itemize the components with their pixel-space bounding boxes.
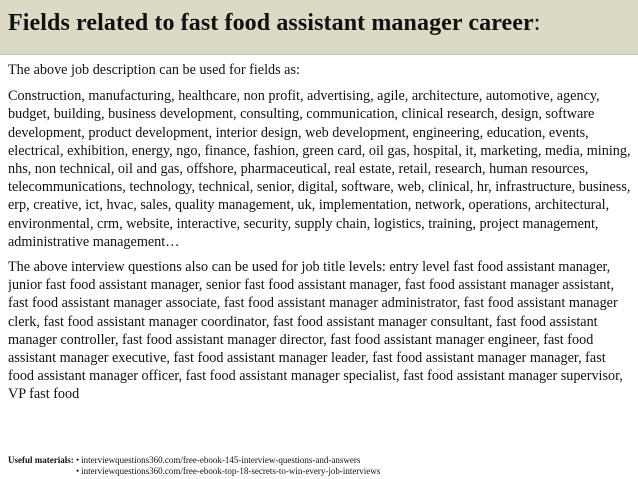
footer-row-1: [8, 455, 380, 466]
page-title-text: Fields related to fast food assistant manager career: [8, 10, 534, 36]
page-title: [8, 10, 541, 37]
footer-bullet-2: •: [76, 466, 80, 476]
footer-link-2[interactable]: interviewquestions360.com/free-ebook-top-18-secrets-to-win-every-job-interviews: [81, 466, 381, 476]
content-area: [8, 61, 633, 458]
intro-paragraph: The above job description can be used for fields as:: [8, 62, 300, 78]
footer-link-1[interactable]: interviewquestions360.com/free-ebook-145-interview-questions-and-answers: [81, 455, 361, 465]
job-levels-paragraph: The above interview questions also can be used for job title levels: entry level fast food assistant manager, junior fast food assistant manager, senior fast food assistant manager, fast food assistant manager assistant, fast food assistant manager associate, fast food assistant manager administrator, fast food assistant manager clerk, fast food assistant manager coordinator, fast food assistant manager consultant, fast food assistant manager controller, fast food assistant manager director, fast food assistant manager engineer, fast food assistant manager executive, fast food assistant manager leader, fast food assistant manager manager, fast food assistant manager officer, fast food assistant manager specialist, fast food assistant manager supervisor, VP fast food: [8, 259, 623, 403]
footer-label: Useful materials:: [8, 455, 74, 465]
footer-indent: [8, 466, 76, 477]
footer-bullet-1: •: [76, 455, 80, 465]
footer-row-2: [8, 466, 380, 477]
fields-paragraph: Construction, manufacturing, healthcare, non profit, advertising, agile, architecture, automotive, agency, budget, building, business development, consulting, communication, clinical research, design, software development, product development, interior design, web development, engineering, education, events, electrical, exhibition, energy, ngo, finance, fashion, green card, oil gas, hospital, it, marketing, media, mining, nhs, non technical, oil and gas, offshore, pharmaceutical, real estate, retail, research, human resources, telecommunications, technology, technical, senior, digital, software, web, clinical, hr, infrastructure, business, erp, creative, ict, hvac, sales, quality management, uk, implementation, network, operations, architectural, environmental, crm, website, interactive, security, supply chain, logistics, training, project management, administrative management…: [8, 88, 631, 250]
page-title-colon: :: [533, 10, 541, 36]
title-bar: [0, 0, 638, 55]
footer: [8, 455, 380, 477]
